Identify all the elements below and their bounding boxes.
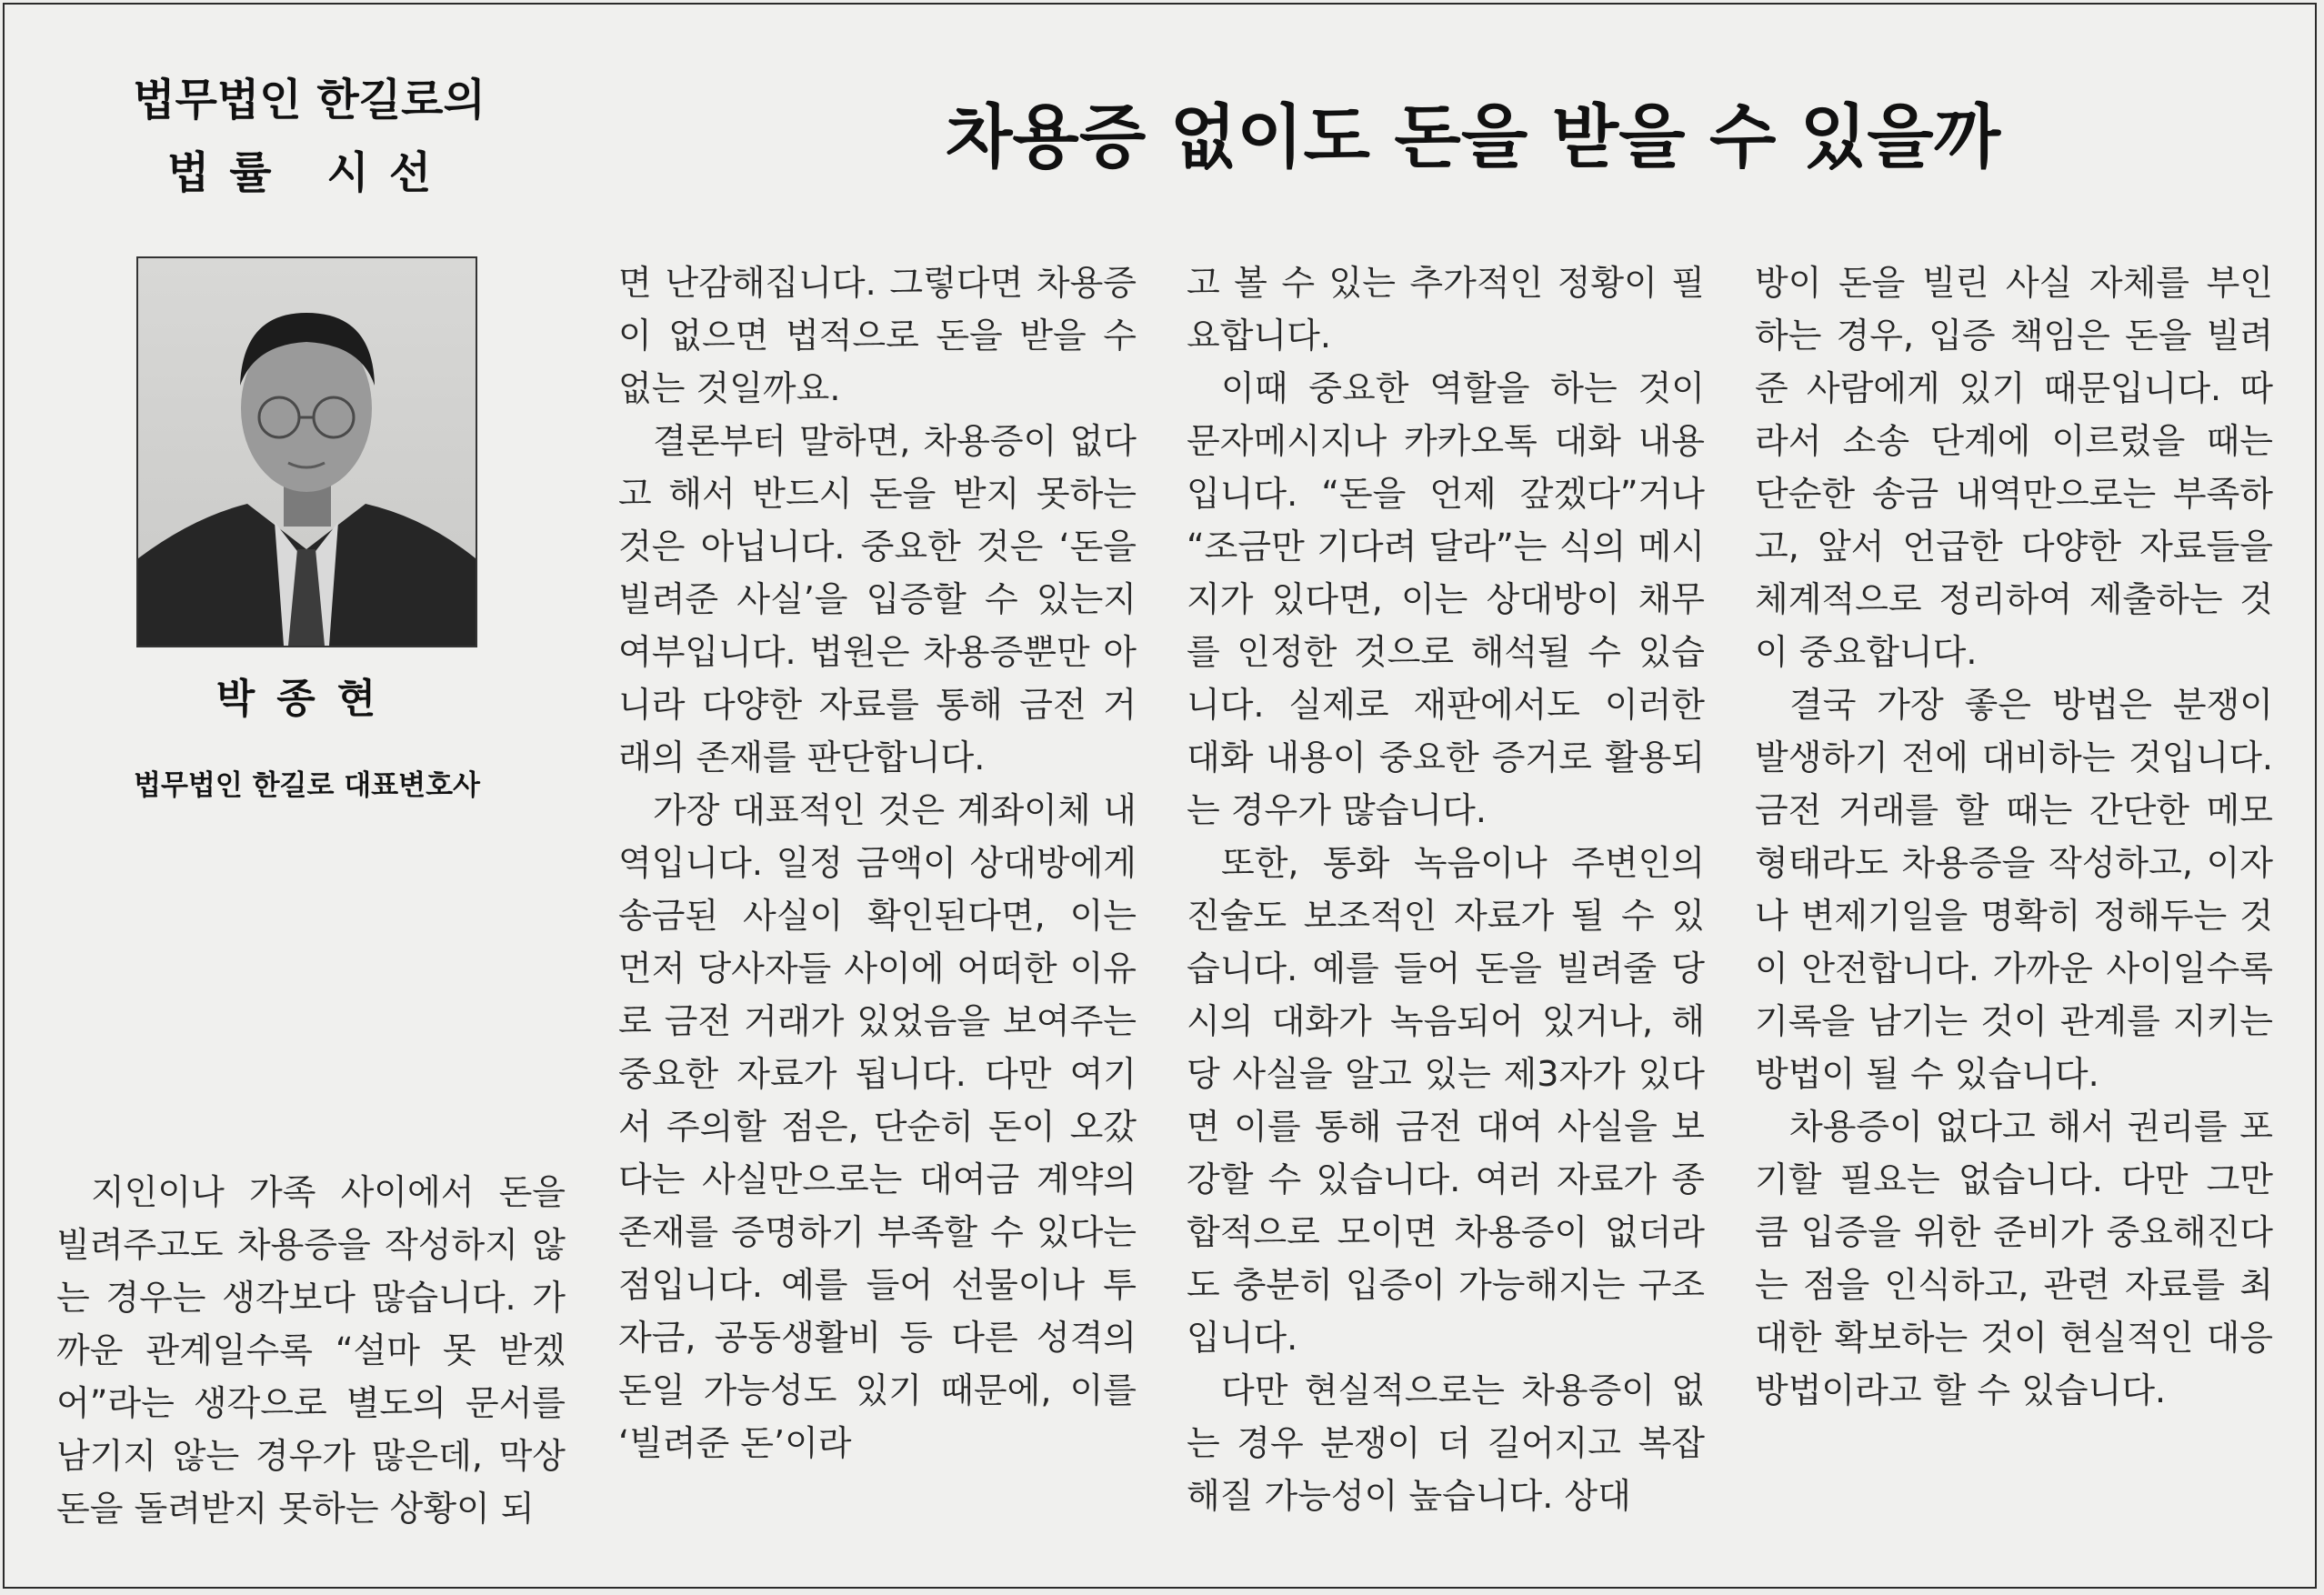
paragraph-1b: 면 난감해집니다. 그렇다면 차용증이 없으면 법적으로 돈을 받을 수 없는 것일까요. <box>618 263 1137 408</box>
article-column-4 <box>1755 256 2273 1417</box>
article-column-1 <box>56 1166 566 1535</box>
column-title-line2: 법률 시선 <box>166 147 452 198</box>
paragraph-5: 또한, 통화 녹음이나 주변인의 진술도 보조적인 자료가 될 수 있습니다. 예를 들어 돈을 빌려줄 당시의 대화가 녹음되어 있거나, 해당 사실을 알고 있는 제3자가 있다면 이를 통해 금전 대여 사실을 보강할 수 있습니다. 여러 자료가 종합적으로 모이면 차용증이 없더라도 충분히 입증이 가능해지는 구조입니다. <box>1187 843 1705 1358</box>
author-photo <box>136 256 477 647</box>
paragraph-6b: 방이 돈을 빌린 사실 자체를 부인하는 경우, 입증 책임은 돈을 빌려준 사람에게 있기 때문입니다. 따라서 소송 단계에 이르렀을 때는 단순한 송금 내역만으로는 부족하고, 앞서 언급한 다양한 자료들을 체계적으로 정리하여 제출하는 것이 중요합니다. <box>1755 263 2273 672</box>
paragraph-3b: 고 볼 수 있는 추가적인 정황이 필요합니다. <box>1187 263 1705 356</box>
author-role: 법무법인 한길로 대표변호사 <box>134 769 480 802</box>
article-column-2 <box>618 256 1137 1470</box>
author-portrait-image <box>138 258 476 646</box>
column-title <box>55 64 564 209</box>
paragraph-6a: 다만 현실적으로는 차용증이 없는 경우 분쟁이 더 길어지고 복잡해질 가능성이 높습니다. 상대 <box>1187 1370 1705 1516</box>
paragraph-3a: 가장 대표적인 것은 계좌이체 내역입니다. 일정 금액이 상대방에게 송금된 사실이 확인된다면, 이는 먼저 당사자들 사이에 어떠한 이유로 금전 거래가 있었음을 보여주는 중요한 자료가 됩니다. 다만 여기서 주의할 점은, 단순히 돈이 오갔다는 사실만으로는 대여금 계약의 존재를 증명하기 부족할 수 있다는 점입니다. 예를 들어 선물이나 투자금, 공동생활비 등 다른 성격의 돈일 가능성도 있기 때문에, 이를 ‘빌려준 돈’이라 <box>618 790 1137 1463</box>
paragraph-2: 결론부터 말하면, 차용증이 없다고 해서 반드시 돈을 받지 못하는 것은 아닙니다. 중요한 것은 ‘돈을 빌려준 사실’을 입증할 수 있는지 여부입니다. 법원은 차용증뿐만 아니라 다양한 자료를 통해 금전 거래의 존재를 판단합니다. <box>618 421 1137 777</box>
paragraph-8: 차용증이 없다고 해서 권리를 포기할 필요는 없습니다. 다만 그만큼 입증을 위한 준비가 중요해진다는 점을 인식하고, 관련 자료를 최대한 확보하는 것이 현실적인 대응 방법이라고 할 수 있습니다. <box>1755 1107 2273 1410</box>
paragraph-1a: 지인이나 가족 사이에서 돈을 빌려주고도 차용증을 작성하지 않는 경우는 생각보다 많습니다. 가까운 관계일수록 “설마 못 받겠어”라는 생각으로 별도의 문서를 남기지 않는 경우가 많은데, 막상 돈을 돌려받지 못하는 상황이 되 <box>56 1172 566 1529</box>
headline: 차용증 없이도 돈을 받을 수 있을까 <box>946 96 2001 177</box>
paragraph-4: 이때 중요한 역할을 하는 것이 문자메시지나 카카오톡 대화 내용입니다. “돈을 언제 갚겠다”거나 “조금만 기다려 달라”는 식의 메시지가 있다면, 이는 상대방이 채무를 인정한 것으로 해석될 수 있습니다. 실제로 재판에서도 이러한 대화 내용이 중요한 증거로 활용되는 경우가 많습니다. <box>1187 368 1705 830</box>
column-title-line1: 법무법인 한길로의 <box>133 75 486 125</box>
paragraph-7: 결국 가장 좋은 방법은 분쟁이 발생하기 전에 대비하는 것입니다. 금전 거래를 할 때는 간단한 메모 형태라도 차용증을 작성하고, 이자나 변제기일을 명확히 정해두는 것이 안전합니다. 가까운 사이일수록 기록을 남기는 것이 관계를 지키는 방법이 될 수 있습니다. <box>1755 685 2273 1094</box>
author-name: 박종현 <box>215 676 398 722</box>
article-column-3 <box>1187 256 1705 1522</box>
